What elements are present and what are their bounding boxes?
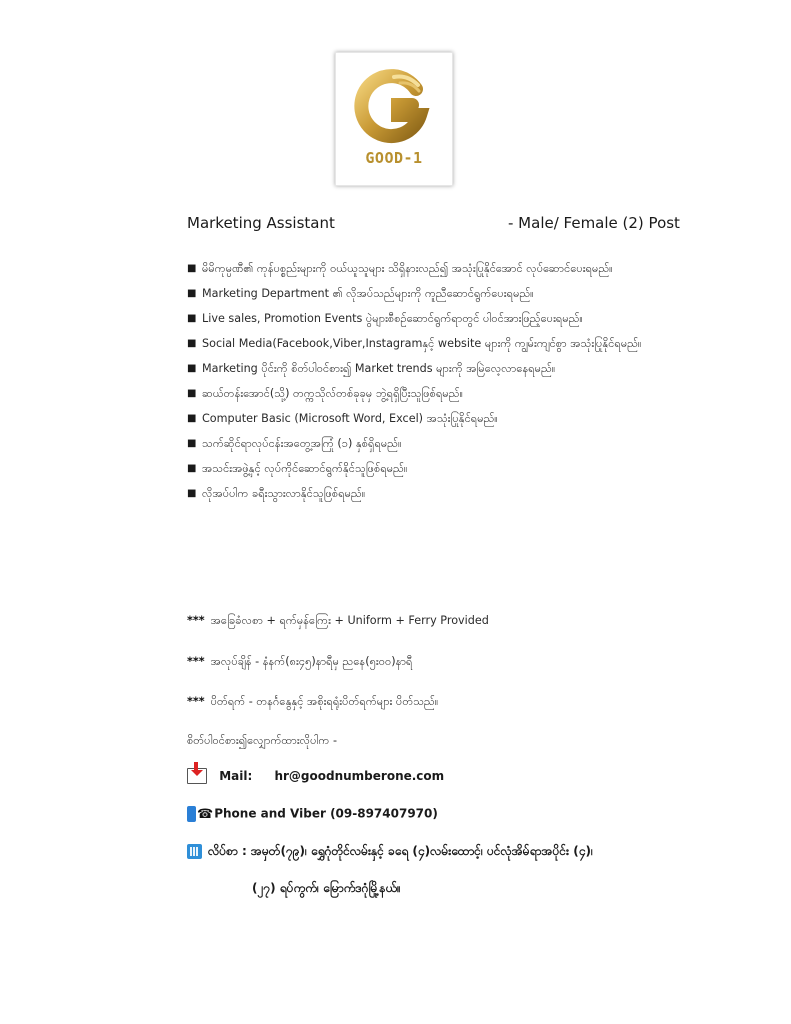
mail-address-link[interactable]: hr@goodnumberone.com xyxy=(274,768,445,783)
address-line-1 xyxy=(187,843,593,861)
duties-list xyxy=(187,258,707,508)
list-item: ■ ဆယ်တန်းအောင်(သို့) တက္ကသိုလ်တစ်ခုခုမှ ဘွဲ့ရရှိပြီးသူဖြစ်ရမည်။ xyxy=(187,383,707,405)
benefit-text: အလုပ်ချိန် - နံနက်(၈း၄၅)နာရီမှ ညနေ(၅း၀၀)နာရီ xyxy=(210,655,413,668)
list-item: ■ Computer Basic (Microsoft Word, Excel) အသုံးပြုနိုင်ရမည်။ xyxy=(187,408,707,430)
square-bullet-icon: ■ xyxy=(187,338,197,349)
square-bullet-icon: ■ xyxy=(187,413,197,424)
list-item: ■ လိုအပ်ပါက ခရီးသွားလာနိုင်သူဖြစ်ရမည်။ xyxy=(187,483,707,505)
square-bullet-icon: ■ xyxy=(187,288,197,299)
mail-line xyxy=(187,768,444,784)
job-post-count: - Male/ Female (2) Post xyxy=(508,214,680,232)
benefit-stars: *** xyxy=(187,614,205,627)
square-bullet-icon: ■ xyxy=(187,463,197,474)
building-icon xyxy=(187,844,202,859)
benefit-stars: *** xyxy=(187,695,205,708)
mailbox-icon xyxy=(187,768,207,784)
contact-intro: စိတ်ပါဝင်စား၍လျှောက်ထားလိုပါက - xyxy=(187,734,338,747)
list-item: ■ Live sales, Promotion Events ပွဲများစီစဉ်ဆောင်ရွက်ရာတွင် ပါဝင်အားဖြည့်ပေးရမည်။ xyxy=(187,308,707,330)
list-item: ■ အသင်းအဖွဲ့နှင့် လုပ်ကိုင်ဆောင်ရွက်နိုင်သူဖြစ်ရမည်။ xyxy=(187,458,707,480)
list-item: ■ Marketing Department ၏ လိုအပ်သည်များကို ကူညီဆောင်ရွက်ပေးရမည်။ xyxy=(187,283,707,305)
benefit-text: အခြေခံလစာ + ရက်မှန်ကြေး + Uniform + Ferry Provided xyxy=(210,614,489,627)
list-item: ■ မိမိကုမ္ပဏီ၏ ကုန်ပစ္စည်းများကို ဝယ်ယူသူများ သိရှိနားလည်၍ အသုံးပြုနိုင်အောင် လုပ်ဆောင်ပေးရမည်။ xyxy=(187,258,707,280)
job-title: Marketing Assistant xyxy=(187,214,335,232)
list-item: ■ Social Media(Facebook,Viber,Instagramနှင့် website များကို ကျွမ်းကျင်စွာ အသုံးပြုနိုင်ရမည်။ xyxy=(187,333,707,355)
address-line-2: (၂၇) ရပ်ကွက်၊ မြောက်ဒဂုံမြို့နယ်။ xyxy=(252,881,401,895)
square-bullet-icon: ■ xyxy=(187,388,197,399)
benefit-holidays xyxy=(187,695,438,711)
benefit-salary xyxy=(187,614,489,630)
mail-label: Mail: xyxy=(219,768,253,783)
square-bullet-icon: ■ xyxy=(187,363,197,374)
phone-number[interactable]: Phone and Viber (09-897407970) xyxy=(214,806,438,821)
square-bullet-icon: ■ xyxy=(187,263,197,274)
telephone-icon: ☎ xyxy=(197,806,214,822)
address-text-1: လိပ်စာ : အမှတ်(၇၉)၊ ရွှေဂုံတိုင်လမ်းနှင့် ခရေ (၄)လမ်းထောင့်၊ ပင်လုံအိမ်ရာအပိုင်း (၄)၊ xyxy=(208,844,593,858)
square-bullet-icon: ■ xyxy=(187,488,197,499)
logo-text: GOOD-1 xyxy=(365,149,423,167)
company-logo xyxy=(335,52,453,186)
square-bullet-icon: ■ xyxy=(187,438,197,449)
square-bullet-icon: ■ xyxy=(187,313,197,324)
mobile-phone-icon xyxy=(187,806,196,822)
list-item: ■ Marketing ပိုင်းကို စိတ်ပါဝင်စား၍ Market trends များကို အမြဲလေ့လာနေရမည်။ xyxy=(187,358,707,380)
benefit-text: ပိတ်ရက် - တနင်္ဂနွေနှင့် အစိုးရရုံးပိတ်ရက်များ ပိတ်သည်။ xyxy=(210,695,439,708)
list-item: ■ သက်ဆိုင်ရာလုပ်ငန်းအတွေ့အကြုံ (၁) နှစ်ရှိရမည်။ xyxy=(187,433,707,455)
logo-g-icon xyxy=(354,67,434,147)
benefit-hours xyxy=(187,655,412,671)
benefit-stars: *** xyxy=(187,655,205,668)
phone-line xyxy=(187,806,438,822)
